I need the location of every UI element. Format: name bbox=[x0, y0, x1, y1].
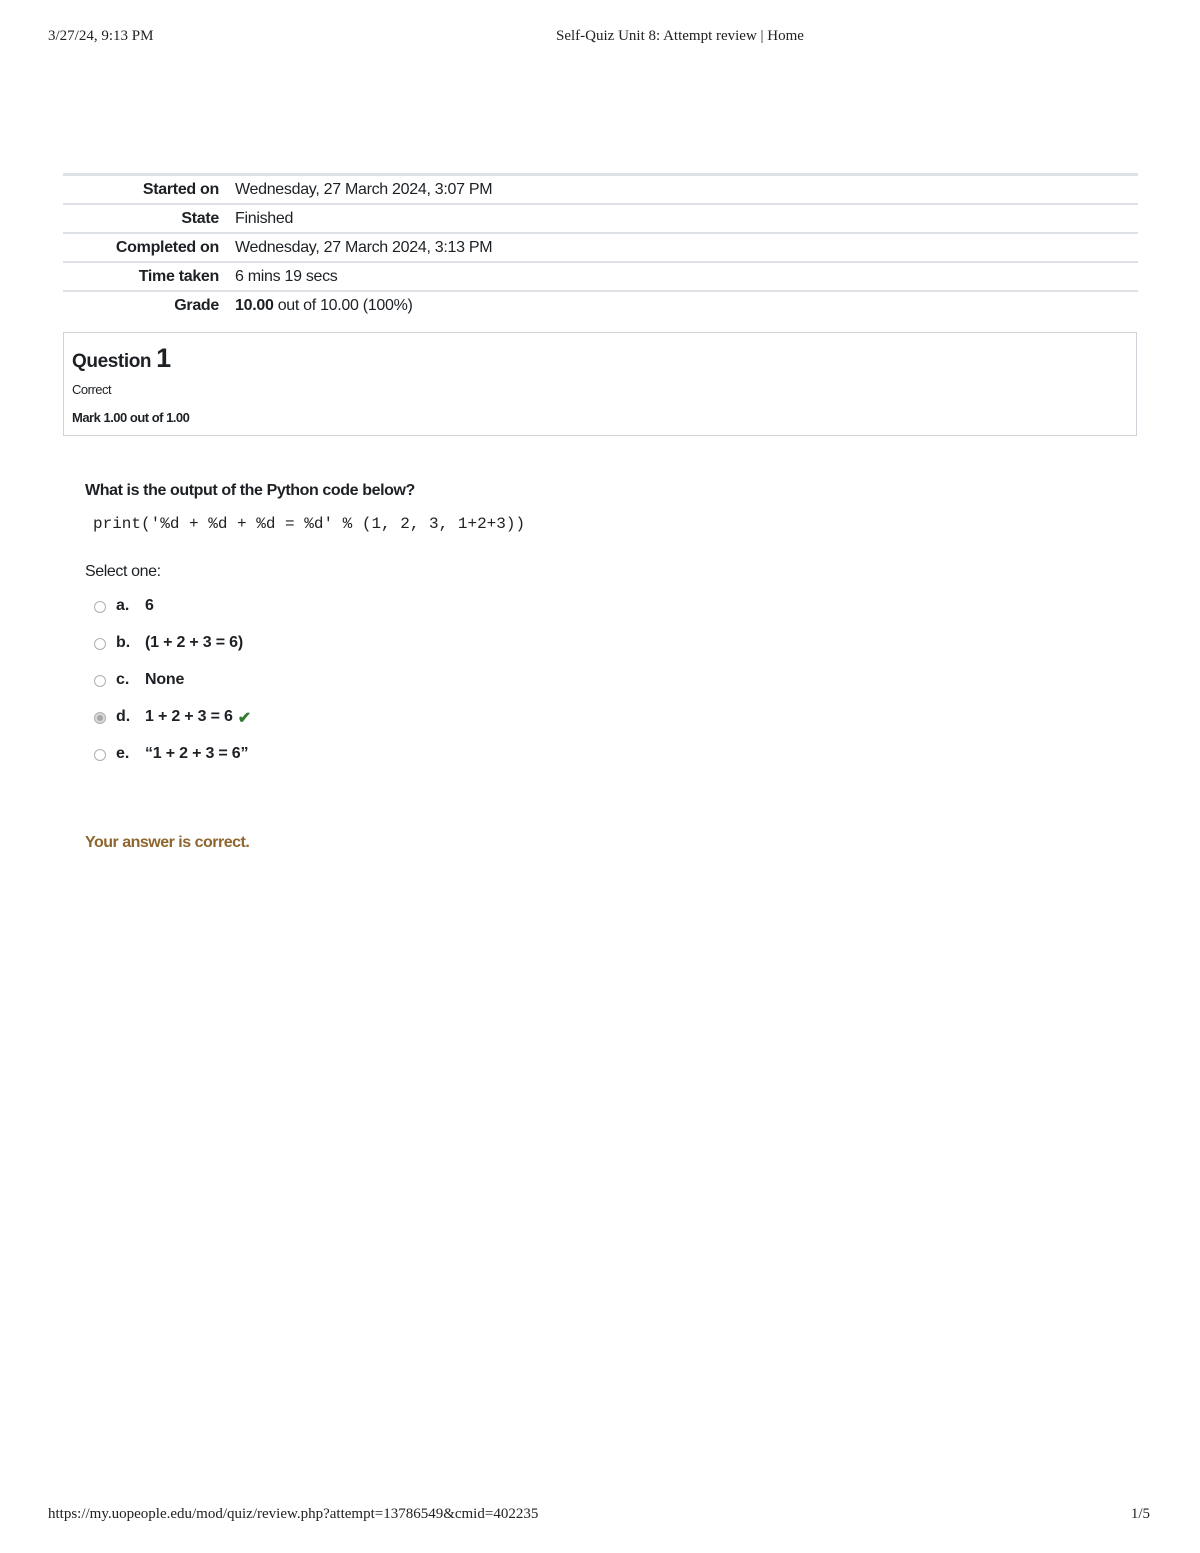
summary-row-time-taken bbox=[63, 261, 1138, 290]
summary-row-state bbox=[63, 203, 1138, 232]
radio-button-selected[interactable] bbox=[94, 712, 106, 724]
answer-text: 6 bbox=[145, 597, 154, 614]
print-url: https://my.uopeople.edu/mod/quiz/review.php?attempt=13786549&cmid=402235 bbox=[48, 1506, 539, 1522]
question-text: What is the output of the Python code below? bbox=[85, 482, 415, 499]
summary-label: Started on bbox=[142, 180, 219, 198]
question-heading bbox=[72, 343, 171, 374]
answer-text: “1 + 2 + 3 = 6” bbox=[145, 745, 249, 762]
answer-text: (1 + 2 + 3 = 6) bbox=[145, 634, 243, 651]
summary-value: Wednesday, 27 March 2024, 3:07 PM bbox=[235, 180, 493, 198]
print-page-title: Self-Quiz Unit 8: Attempt review | Home bbox=[556, 28, 804, 44]
grade-score: 10.00 bbox=[235, 296, 274, 314]
summary-value: 6 mins 19 secs bbox=[235, 267, 338, 285]
summary-value: Finished bbox=[235, 209, 294, 227]
answer-letter: e. bbox=[116, 745, 130, 762]
print-datetime: 3/27/24, 9:13 PM bbox=[48, 28, 154, 44]
attempt-summary-table bbox=[63, 173, 1138, 319]
grade-value bbox=[235, 297, 413, 315]
answer-option-a[interactable] bbox=[94, 597, 251, 634]
select-one-prompt: Select one: bbox=[85, 563, 161, 580]
answer-options bbox=[94, 597, 251, 782]
answer-option-b[interactable] bbox=[94, 634, 251, 671]
check-icon: ✔ bbox=[237, 710, 252, 727]
radio-button[interactable] bbox=[94, 675, 106, 687]
print-page-number: 1/5 bbox=[1130, 1506, 1150, 1522]
summary-value: Wednesday, 27 March 2024, 3:13 PM bbox=[235, 238, 493, 256]
answer-letter: c. bbox=[116, 671, 130, 688]
question-number: 1 bbox=[156, 343, 171, 373]
question-mark: Mark 1.00 out of 1.00 bbox=[72, 410, 190, 425]
summary-label: Time taken bbox=[138, 267, 219, 285]
answer-option-d[interactable] bbox=[94, 708, 251, 745]
summary-row-grade bbox=[63, 290, 1138, 319]
answer-option-e[interactable] bbox=[94, 745, 251, 782]
answer-text: 1 + 2 + 3 = 6 bbox=[145, 708, 233, 725]
grade-rest: out of 10.00 (100%) bbox=[273, 296, 413, 314]
answer-option-c[interactable] bbox=[94, 671, 251, 708]
question-state: Correct bbox=[72, 382, 112, 397]
answer-text: None bbox=[145, 671, 185, 688]
question-code: print('%d + %d + %d = %d' % (1, 2, 3, 1+2+3)) bbox=[93, 515, 526, 533]
answer-feedback: Your answer is correct. bbox=[85, 834, 250, 851]
answer-letter: b. bbox=[116, 634, 131, 651]
answer-letter: d. bbox=[116, 708, 131, 725]
summary-row-completed bbox=[63, 232, 1138, 261]
summary-row-started bbox=[63, 173, 1138, 203]
summary-label: Grade bbox=[174, 296, 219, 314]
radio-button[interactable] bbox=[94, 638, 106, 650]
summary-label: State bbox=[181, 209, 219, 227]
answer-letter: a. bbox=[116, 597, 130, 614]
radio-button[interactable] bbox=[94, 601, 106, 613]
print-header bbox=[48, 28, 1152, 48]
question-label: Question bbox=[72, 351, 152, 372]
summary-label: Completed on bbox=[115, 238, 219, 256]
radio-button[interactable] bbox=[94, 749, 106, 761]
question-info-box bbox=[63, 332, 1137, 436]
